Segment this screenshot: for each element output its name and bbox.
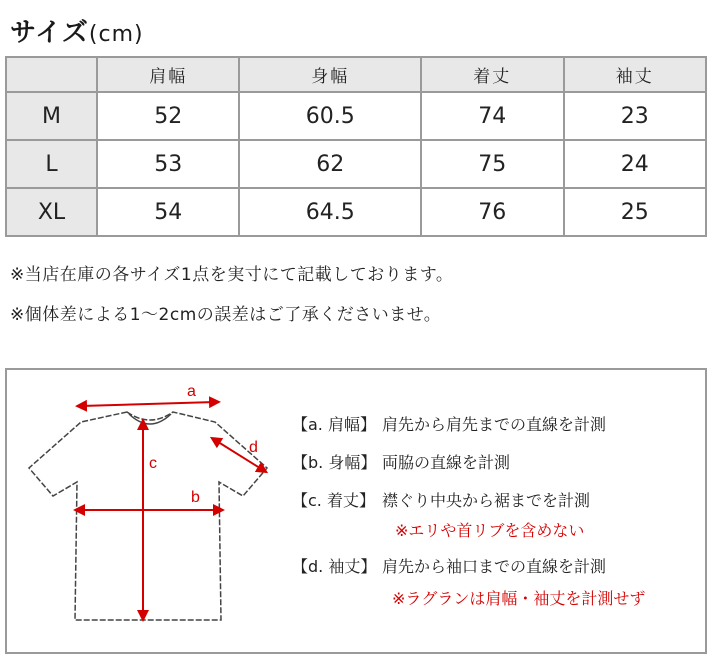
label-c: c bbox=[149, 455, 157, 472]
legend-text: 襟ぐり中央から裾までを計測 bbox=[382, 491, 591, 510]
legend-key: 【a. 肩幅】 bbox=[292, 415, 376, 434]
header-corner bbox=[6, 57, 97, 92]
table-cell: 62 bbox=[239, 140, 421, 188]
label-d: d bbox=[249, 439, 258, 456]
table-cell: 74 bbox=[421, 92, 563, 140]
label-a: a bbox=[187, 383, 196, 400]
label-b: b bbox=[191, 489, 200, 506]
table-cell: 24 bbox=[564, 140, 706, 188]
legend-text: 両脇の直線を計測 bbox=[382, 453, 511, 472]
legend-key: 【b. 身幅】 bbox=[292, 453, 377, 472]
title-text: サイズ bbox=[10, 18, 89, 48]
table-row bbox=[6, 140, 706, 188]
tshirt-illustration bbox=[17, 378, 277, 648]
tshirt-outline bbox=[29, 412, 267, 620]
table-cell: 64.5 bbox=[239, 188, 421, 236]
size-label: XL bbox=[6, 188, 97, 236]
table-cell: 25 bbox=[564, 188, 706, 236]
note-measurement: ※当店在庫の各サイズ1点を実寸にて記載しております。 bbox=[10, 265, 454, 285]
size-label: L bbox=[6, 140, 97, 188]
measurement-diagram bbox=[5, 368, 707, 654]
page-title bbox=[10, 12, 144, 49]
legend-length-note: ※エリや首リブを含めない bbox=[395, 521, 585, 540]
legend-shoulder bbox=[292, 412, 606, 435]
legend-length bbox=[292, 488, 590, 511]
arrow-a bbox=[81, 402, 215, 406]
table-cell: 52 bbox=[97, 92, 239, 140]
legend-text: 肩先から袖口までの直線を計測 bbox=[382, 557, 607, 576]
header-shoulder: 肩幅 bbox=[97, 57, 239, 92]
table-cell: 75 bbox=[421, 140, 563, 188]
size-label: M bbox=[6, 92, 97, 140]
header-sleeve: 袖丈 bbox=[564, 57, 706, 92]
header-chest: 身幅 bbox=[239, 57, 421, 92]
table-cell: 54 bbox=[97, 188, 239, 236]
header-length: 着丈 bbox=[421, 57, 563, 92]
table-row bbox=[6, 92, 706, 140]
note-tolerance: ※個体差による1〜2cmの誤差はご了承くださいませ。 bbox=[10, 305, 442, 325]
table-cell: 60.5 bbox=[239, 92, 421, 140]
legend-text: 肩先から肩先までの直線を計測 bbox=[382, 415, 607, 434]
legend-key: 【c. 着丈】 bbox=[292, 491, 375, 510]
table-header-row bbox=[6, 57, 706, 92]
legend-chest bbox=[292, 450, 510, 473]
legend-key: 【d. 袖丈】 bbox=[292, 557, 377, 576]
legend-sleeve bbox=[292, 554, 606, 577]
legend-sleeve-note: ※ラグランは肩幅・袖丈を計測せず bbox=[392, 589, 646, 608]
size-table bbox=[5, 56, 707, 237]
table-cell: 53 bbox=[97, 140, 239, 188]
title-unit: (cm) bbox=[88, 22, 144, 47]
table-row bbox=[6, 188, 706, 236]
table-cell: 76 bbox=[421, 188, 563, 236]
table-cell: 23 bbox=[564, 92, 706, 140]
